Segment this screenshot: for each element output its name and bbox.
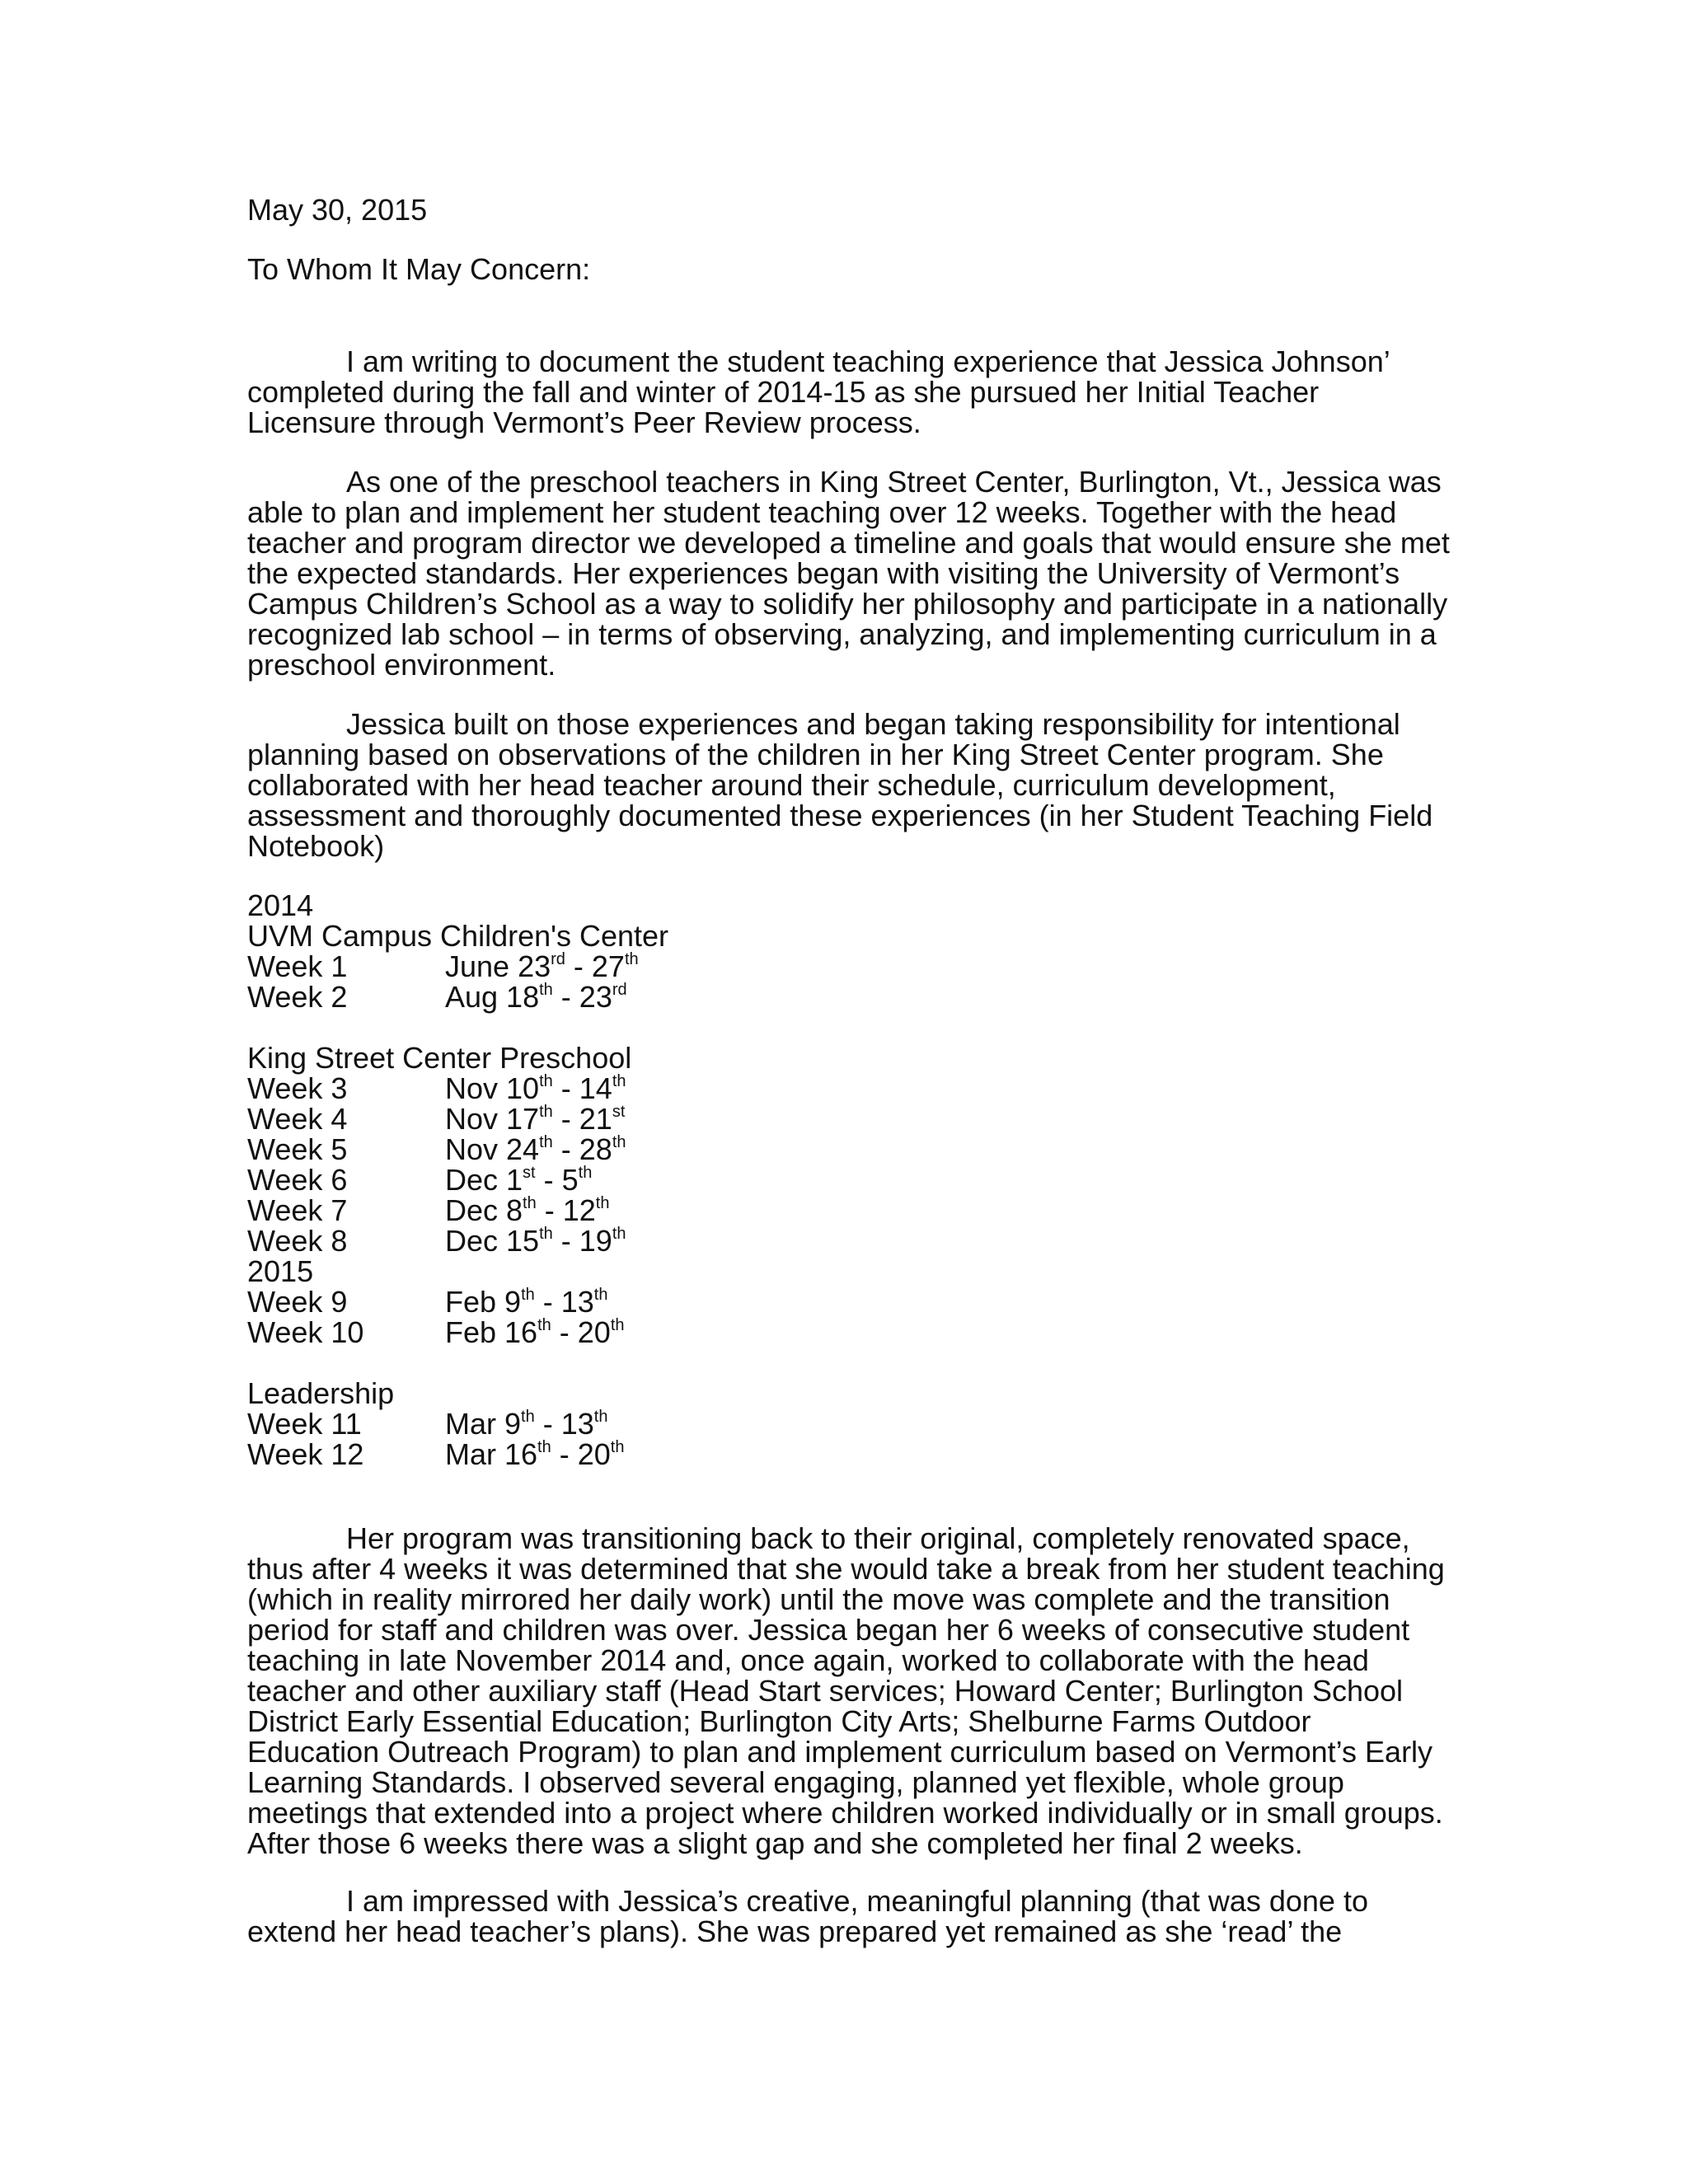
week-dates	[445, 1134, 626, 1165]
start-date: Dec 1	[445, 1163, 523, 1197]
year-2014: 2014	[247, 888, 314, 922]
schedule-row	[247, 1317, 1451, 1347]
schedule-row	[247, 1073, 1451, 1104]
end-date: 20	[577, 1437, 611, 1471]
date-separator: -	[536, 1193, 563, 1227]
week-label: Week 3	[247, 1071, 348, 1105]
paragraph-4-text: Her program was transitioning back to their original, completely renovated space, thus after 4 weeks it was determined that she would take a break from her student teaching (which in reality mirrored her daily work) until the move was complete and the transition period for staff and children was over. Jessica began her 6 weeks of consecutive student teaching in late November 2014 and, once again, worked to collaborate with the head teacher and other auxiliary staff (Head Start services; Howard Center; Burlington School District Early Essential Education; Burlington City Arts; Shelburne Farms Outdoor Education Outreach Program) to plan and implement curriculum based on Vermont’s Early Learning Standards. I observed several engaging, planned yet flexible, whole group meetings that extended into a project where children worked individually or in small groups. After those 6 weeks there was a slight gap and she completed her final 2 weeks.	[247, 1521, 1445, 1860]
week-label: Week 1	[247, 949, 348, 983]
uvm-heading: UVM Campus Children's Center	[247, 919, 669, 953]
date-separator: -	[552, 1132, 579, 1166]
schedule-row	[247, 1134, 1451, 1165]
end-date: 12	[562, 1193, 596, 1227]
week-label: Week 7	[247, 1193, 348, 1227]
end-date: 5	[561, 1163, 579, 1197]
end-suffix: st	[612, 1103, 626, 1121]
date-separator: -	[551, 1315, 578, 1349]
start-suffix: th	[539, 1103, 553, 1121]
schedule-row	[247, 1439, 1451, 1469]
week-dates	[445, 1165, 592, 1195]
start-suffix: th	[521, 1286, 535, 1304]
salutation: To Whom It May Concern:	[247, 252, 591, 286]
date-separator: -	[551, 1437, 578, 1471]
date-separator: -	[534, 1407, 561, 1441]
start-suffix: th	[523, 1194, 537, 1212]
week-label: Week 9	[247, 1285, 348, 1319]
year-2015: 2015	[247, 1254, 314, 1288]
end-date: 21	[579, 1102, 612, 1136]
schedule-row	[247, 1195, 1451, 1226]
week-label: Week 11	[247, 1407, 362, 1441]
date-separator: -	[552, 1102, 579, 1136]
start-suffix: rd	[551, 950, 565, 968]
teaching-schedule	[247, 890, 1451, 1469]
end-date: 19	[579, 1224, 612, 1258]
date-separator: -	[552, 1071, 579, 1105]
start-date: Mar 9	[445, 1407, 522, 1441]
end-suffix: th	[593, 1286, 608, 1304]
schedule-row	[247, 1408, 1451, 1439]
schedule-row	[247, 951, 1451, 982]
start-suffix: th	[539, 981, 553, 999]
paragraph-2	[247, 466, 1451, 680]
leadership-heading: Leadership	[247, 1376, 395, 1410]
start-date: Feb 9	[445, 1285, 522, 1319]
schedule-row	[247, 1286, 1451, 1317]
date-separator: -	[552, 1224, 579, 1258]
letter-date: May 30, 2015	[247, 193, 428, 227]
week-label: Week 4	[247, 1102, 348, 1136]
start-date: Nov 17	[445, 1102, 540, 1136]
end-suffix: th	[612, 1072, 626, 1090]
start-suffix: th	[537, 1438, 551, 1456]
week-dates	[445, 1286, 607, 1317]
week-dates	[445, 1408, 607, 1439]
date-separator: -	[565, 949, 592, 983]
end-date: 13	[560, 1285, 594, 1319]
paragraph-4	[247, 1523, 1451, 1858]
start-suffix: th	[539, 1133, 553, 1151]
week-dates	[445, 1439, 624, 1469]
end-suffix: rd	[612, 981, 627, 999]
schedule-row	[247, 982, 1451, 1012]
week-dates	[445, 982, 627, 1012]
paragraph-3-text: Jessica built on those experiences and began taking responsibility for intentional planning based on observations of the children in her King Street Center program. She collaborated with her head teacher around their schedule, curriculum development, assessment and thoroughly documented these experiences (in her Student Teaching Field Notebook)	[247, 707, 1433, 863]
end-date: 28	[579, 1132, 612, 1166]
week-dates	[445, 951, 639, 982]
start-date: Feb 16	[445, 1315, 538, 1349]
paragraph-3	[247, 709, 1451, 861]
week-label: Week 5	[247, 1132, 348, 1166]
week-dates	[445, 1226, 626, 1256]
week-dates	[445, 1317, 625, 1347]
end-date: 27	[591, 949, 625, 983]
end-date: 20	[577, 1315, 611, 1349]
start-date: Dec 8	[445, 1193, 523, 1227]
schedule-row	[247, 1226, 1451, 1256]
start-suffix: st	[523, 1164, 536, 1182]
start-suffix: th	[537, 1316, 551, 1334]
week-label: Week 10	[247, 1315, 364, 1349]
week-label: Week 12	[247, 1437, 364, 1471]
end-suffix: th	[612, 1133, 626, 1151]
week-label: Week 8	[247, 1224, 348, 1258]
end-suffix: th	[578, 1164, 593, 1182]
schedule-row	[247, 1165, 1451, 1195]
start-date: Mar 16	[445, 1437, 538, 1471]
start-date: Nov 10	[445, 1071, 540, 1105]
end-suffix: th	[610, 1438, 625, 1456]
start-date: Aug 18	[445, 980, 540, 1014]
paragraph-5	[247, 1886, 1451, 1947]
start-date: June 23	[445, 949, 551, 983]
end-date: 14	[579, 1071, 612, 1105]
schedule-row	[247, 1104, 1451, 1134]
date-separator: -	[535, 1163, 562, 1197]
paragraph-1	[247, 346, 1451, 438]
kingstreet-heading: King Street Center Preschool	[247, 1041, 632, 1075]
end-suffix: th	[595, 1194, 610, 1212]
date-separator: -	[552, 980, 579, 1014]
paragraph-5-text: I am impressed with Jessica’s creative, meaningful planning (that was done to extend her head teacher’s plans). She was prepared yet remained as she ‘read’ the	[247, 1884, 1368, 1948]
end-suffix: th	[610, 1316, 625, 1334]
week-dates	[445, 1104, 625, 1134]
end-date: 13	[560, 1407, 594, 1441]
paragraph-2-text: As one of the preschool teachers in King Street Center, Burlington, Vt., Jessica was able to plan and implement her student teaching over 12 weeks. Together with the head teacher and program director we developed a timeline and goals that would ensure she met the expected standards. Her experiences began with visiting the University of Vermont’s Campus Children’s School as a way to solidify her philosophy and participate in a nationally recognized lab school – in terms of observing, analyzing, and implementing curriculum in a preschool environment.	[247, 465, 1450, 682]
week-label: Week 6	[247, 1163, 348, 1197]
end-date: 23	[579, 980, 612, 1014]
start-suffix: th	[539, 1072, 553, 1090]
start-date: Nov 24	[445, 1132, 540, 1166]
end-suffix: th	[612, 1225, 626, 1243]
start-suffix: th	[539, 1225, 553, 1243]
date-separator: -	[534, 1285, 561, 1319]
end-suffix: th	[593, 1408, 608, 1426]
week-dates	[445, 1195, 609, 1226]
week-label: Week 2	[247, 980, 348, 1014]
end-suffix: th	[624, 950, 639, 968]
week-dates	[445, 1073, 626, 1104]
start-date: Dec 15	[445, 1224, 540, 1258]
start-suffix: th	[521, 1408, 535, 1426]
paragraph-1-text: I am writing to document the student teaching experience that Jessica Johnson’ completed during the fall and winter of 2014-15 as she pursued her Initial Teacher Licensure through Vermont’s Peer Review process.	[247, 344, 1390, 439]
